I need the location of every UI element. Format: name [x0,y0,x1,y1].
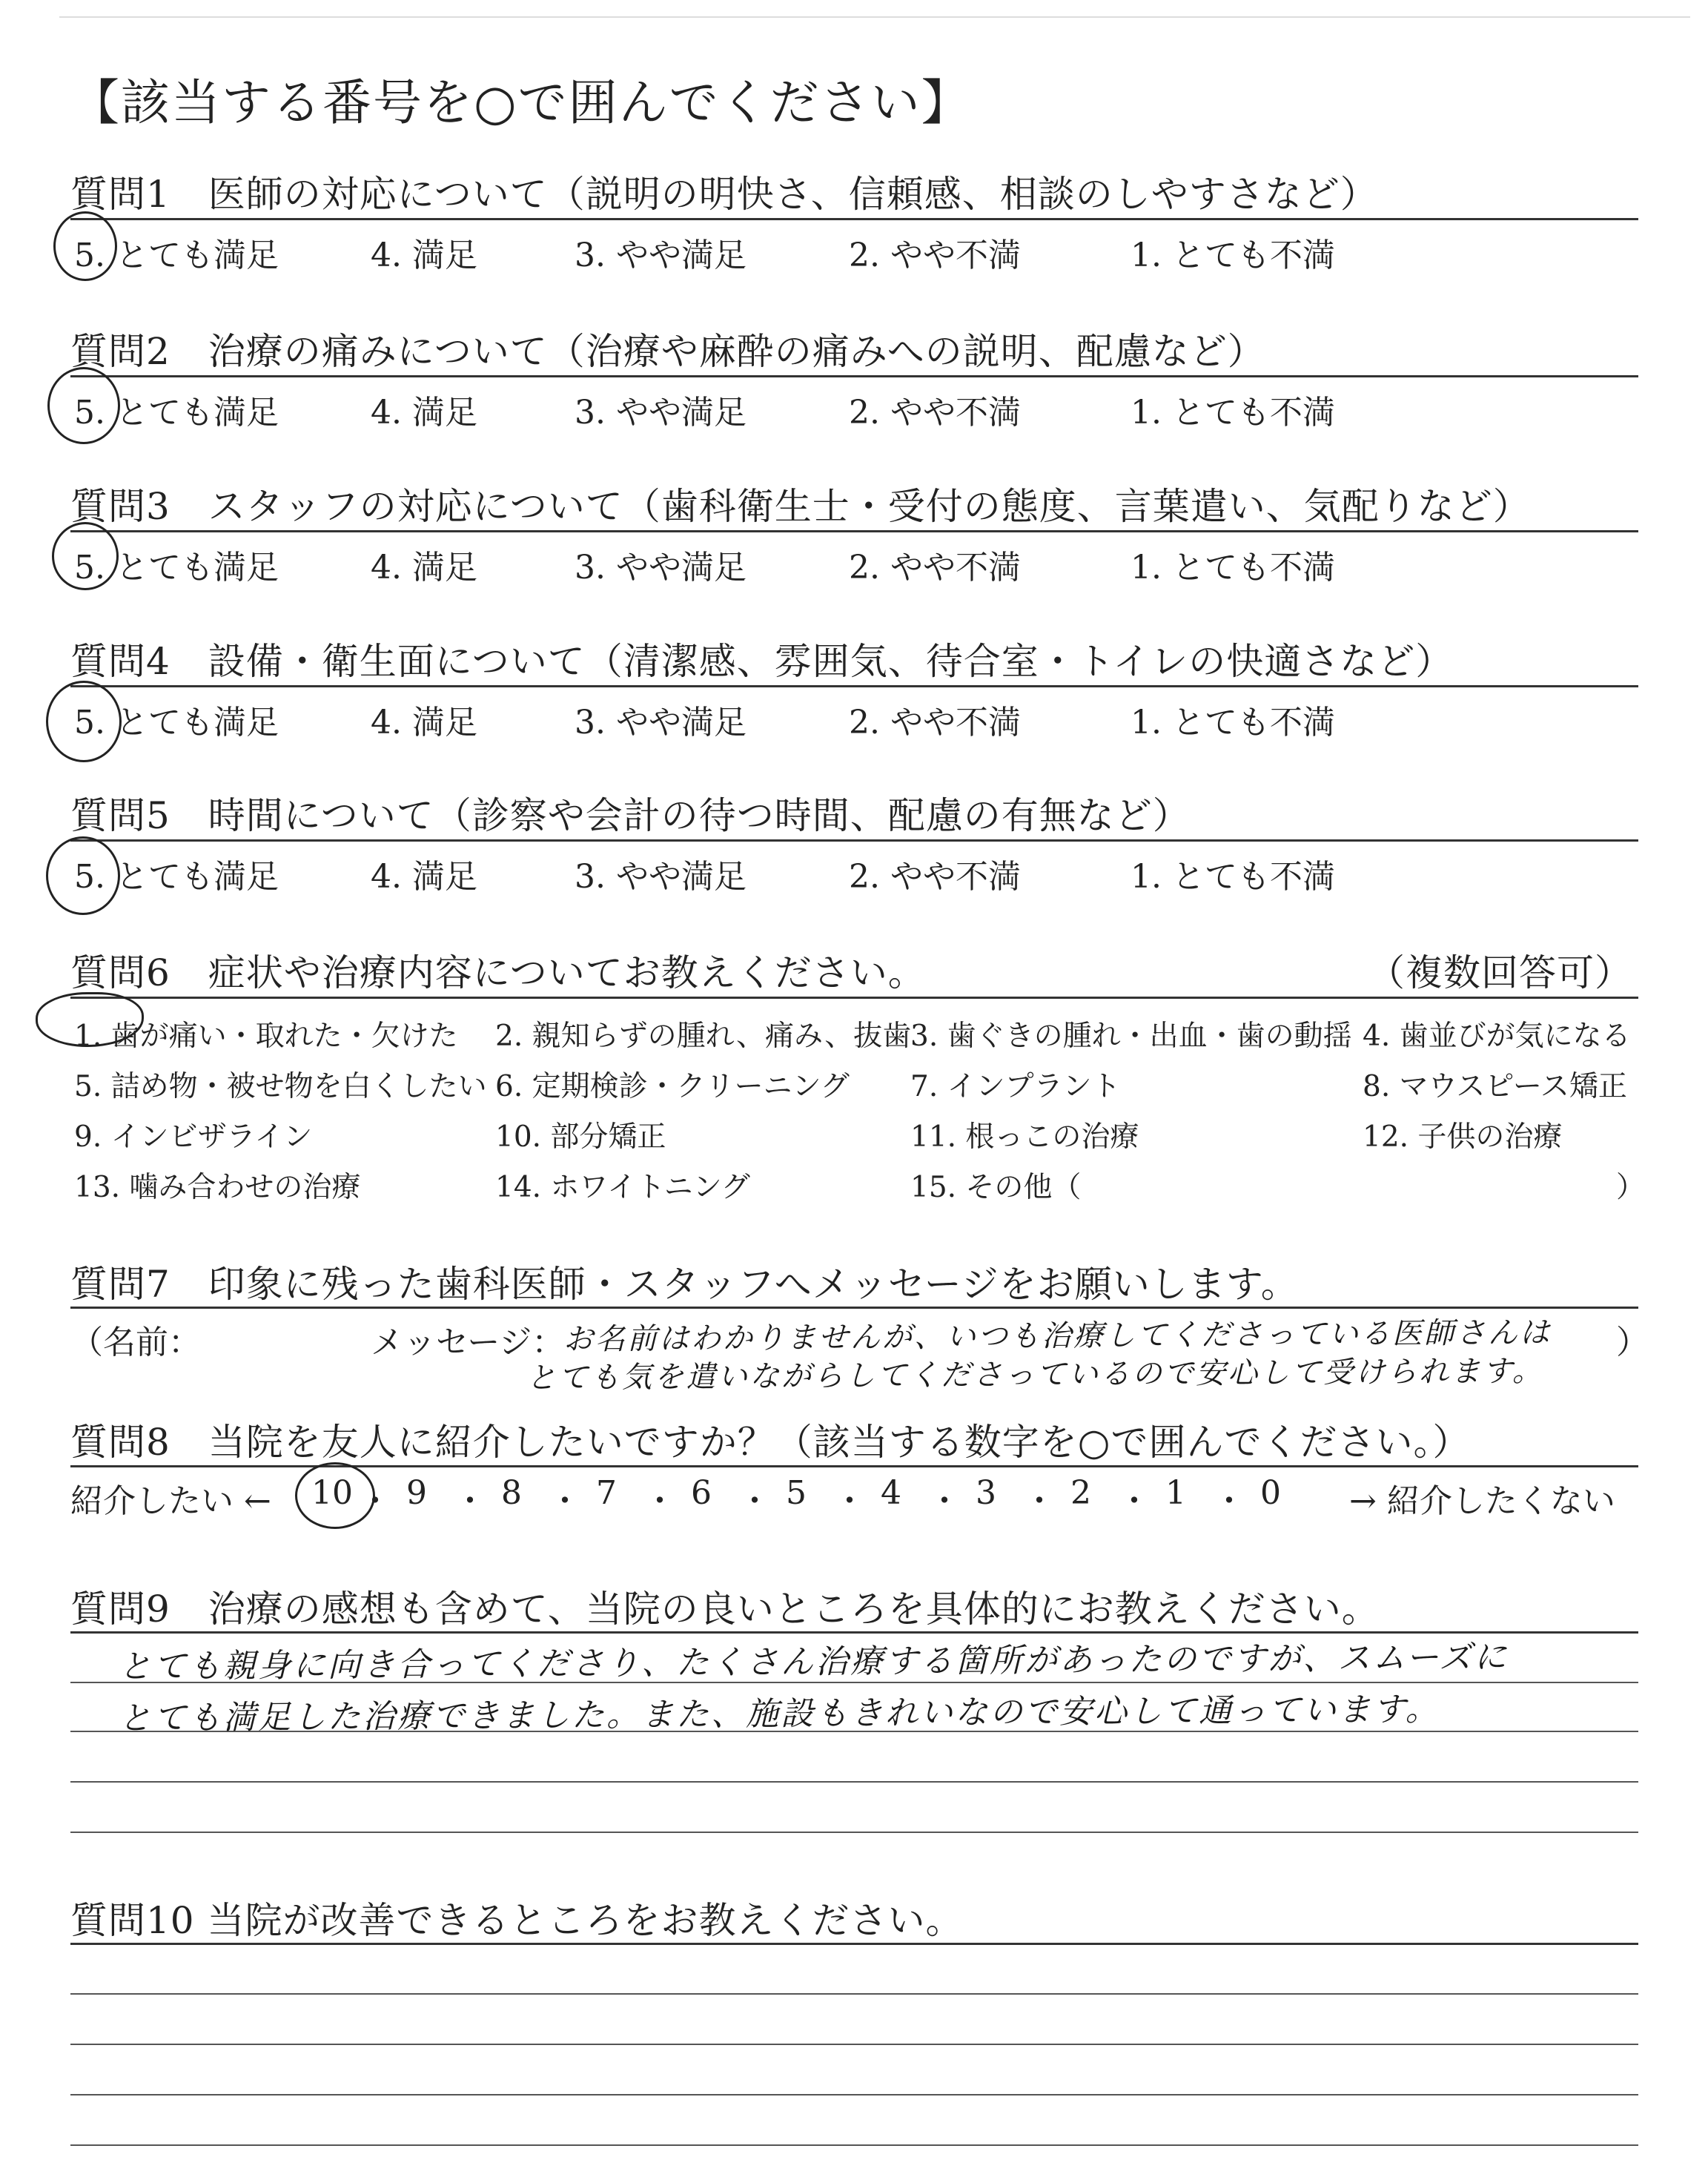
q6-option-10[interactable]: 10. 部分矯正 [495,1120,666,1154]
recommend-left-label: 紹介したい ← [70,1482,271,1520]
selection-circle [295,1462,375,1529]
option-2[interactable]: 2. やや不満 [849,549,1021,587]
scale-separator-dot: ・ [1118,1482,1151,1520]
option-5[interactable]: 5. とても満足 [74,394,279,432]
handwritten-answer-line-2: とても満足した治療できました。また、施設もきれいなので安心して通っています。 [118,1690,1440,1738]
scale-separator-dot: ・ [738,1482,771,1520]
answer-line [70,1993,1638,1995]
q6-option-9[interactable]: 9. インビザライン [74,1120,313,1154]
option-4[interactable]: 4. 満足 [371,394,477,432]
q6-option-6[interactable]: 6. 定期検診・クリーニング [495,1070,850,1103]
recommend-score-8[interactable]: 8 [501,1474,522,1512]
top-border [59,16,1690,18]
message-close-paren: ） [1616,1324,1649,1361]
rule [70,997,1638,999]
option-4[interactable]: 4. 満足 [371,858,477,896]
rule [70,839,1638,842]
question-title: 質問2 治療の痛みについて（治療や麻酔の痛みへの説明、配慮など） [70,330,1265,373]
option-3[interactable]: 3. やや満足 [575,394,747,432]
rule [70,530,1638,532]
answer-line [70,1832,1638,1833]
option-2[interactable]: 2. やや不満 [849,394,1021,432]
q6-other-close: ） [1616,1171,1646,1204]
rule [70,1307,1638,1309]
question-title: 質問5 時間について（診察や会計の待つ時間、配慮の有無など） [70,794,1191,837]
q6-option-11[interactable]: 11. 根っこの治療 [910,1120,1139,1154]
option-4[interactable]: 4. 満足 [371,237,477,274]
question-title: 質問6 症状や治療内容についてお教えください。 [70,951,926,994]
multiple-answer-note: （複数回答可） [1368,951,1632,994]
question-title: 質問4 設備・衛生面について（清潔感、雰囲気、待合室・トイレの快適さなど） [70,640,1454,683]
selection-circle [52,522,119,590]
answer-line [70,2094,1638,2095]
q6-option-3[interactable]: 3. 歯ぐきの腫れ・出血・歯の動揺 [910,1020,1352,1053]
handwritten-message-line-1: お名前はわかりませんが、いつも治療してくださっている医師さんは [563,1315,1552,1357]
selection-circle [47,367,120,444]
option-4[interactable]: 4. 満足 [371,549,477,587]
option-1[interactable]: 1. とても不満 [1131,394,1335,432]
recommend-score-6[interactable]: 6 [691,1474,712,1512]
option-3[interactable]: 3. やや満足 [575,237,747,274]
page-header: 【該当する番号を○で囲んでください】 [70,74,972,131]
q6-option-7[interactable]: 7. インプラント [910,1070,1121,1103]
answer-line [70,1781,1638,1783]
rule [70,1465,1638,1467]
q6-option-1[interactable]: 1. 歯が痛い・取れた・欠けた [74,1020,458,1053]
q6-option-15[interactable]: 15. その他（ [910,1171,1082,1204]
answer-line [70,2044,1638,2045]
option-3[interactable]: 3. やや満足 [575,704,747,742]
option-5[interactable]: 5. とても満足 [74,704,279,742]
option-3[interactable]: 3. やや満足 [575,858,747,896]
rule [70,218,1638,220]
option-4[interactable]: 4. 満足 [371,704,477,742]
option-1[interactable]: 1. とても不満 [1131,549,1335,587]
rule [70,1943,1638,1945]
recommend-score-9[interactable]: 9 [406,1474,427,1512]
recommend-score-4[interactable]: 4 [881,1474,901,1512]
rule [70,685,1638,687]
selection-circle [46,836,120,915]
selection-circle [53,211,117,281]
message-label: メッセージ： [371,1324,565,1361]
option-1[interactable]: 1. とても不満 [1131,704,1335,742]
recommend-score-5[interactable]: 5 [786,1474,807,1512]
question-title: 質問3 スタッフの対応について（歯科衛生士・受付の態度、言葉遣い、気配りなど） [70,485,1531,528]
handwritten-message-line-2: とても気を遣いながらしてくださっているので安心して受けられます。 [526,1354,1544,1396]
q6-option-8[interactable]: 8. マウスピース矯正 [1363,1070,1627,1103]
scale-separator-dot: ・ [1213,1482,1245,1520]
handwritten-answer-line-1: とても親身に向き合ってくださり、たくさん治療する箇所があったのですが、スムーズに [118,1638,1509,1686]
question-title: 質問9 治療の感想も含めて、当院の良いところを具体的にお教えください。 [70,1588,1380,1631]
recommend-score-7[interactable]: 7 [596,1474,617,1512]
option-1[interactable]: 1. とても不満 [1131,858,1335,896]
recommend-score-2[interactable]: 2 [1070,1474,1091,1512]
option-3[interactable]: 3. やや満足 [575,549,747,587]
q6-option-12[interactable]: 12. 子供の治療 [1363,1120,1563,1154]
option-2[interactable]: 2. やや不満 [849,237,1021,274]
option-5[interactable]: 5. とても満足 [74,237,279,274]
recommend-score-3[interactable]: 3 [976,1474,996,1512]
recommend-score-1[interactable]: 1 [1165,1474,1186,1512]
scale-separator-dot: ・ [359,1482,391,1520]
scale-separator-dot: ・ [454,1482,486,1520]
recommend-right-label: → 紹介したくない [1349,1482,1615,1520]
scale-separator-dot: ・ [643,1482,676,1520]
q6-option-5[interactable]: 5. 詰め物・被せ物を白くしたい [74,1070,487,1103]
name-label: （名前： [70,1324,201,1361]
selection-circle [46,681,122,762]
recommend-score-0[interactable]: 0 [1260,1474,1281,1512]
q6-option-13[interactable]: 13. 噛み合わせの治療 [74,1171,361,1204]
recommend-score-10[interactable]: 10 [311,1474,353,1512]
option-2[interactable]: 2. やや不満 [849,858,1021,896]
question-title: 質問8 当院を友人に紹介したいですか？（該当する数字を○で囲んでください。） [70,1421,1471,1464]
option-5[interactable]: 5. とても満足 [74,549,279,587]
scale-separator-dot: ・ [928,1482,961,1520]
q6-option-4[interactable]: 4. 歯並びが気になる [1363,1020,1631,1053]
rule [70,375,1638,377]
q6-option-14[interactable]: 14. ホワイトニング [495,1171,750,1204]
option-5[interactable]: 5. とても満足 [74,858,279,896]
answer-line [70,2144,1638,2146]
question-title: 質問1 医師の対応について（説明の明快さ、信頼感、相談のしやすさなど） [70,173,1378,216]
option-2[interactable]: 2. やや不満 [849,704,1021,742]
scale-separator-dot: ・ [549,1482,581,1520]
question-title: 質問10 当院が改善できるところをお教えください。 [70,1899,964,1942]
scale-separator-dot: ・ [1023,1482,1056,1520]
scale-separator-dot: ・ [833,1482,866,1520]
option-1[interactable]: 1. とても不満 [1131,237,1335,274]
q6-option-2[interactable]: 2. 親知らずの腫れ、痛み、抜歯 [495,1020,912,1053]
question-title: 質問7 印象に残った歯科医師・スタッフへメッセージをお願いします。 [70,1263,1299,1306]
